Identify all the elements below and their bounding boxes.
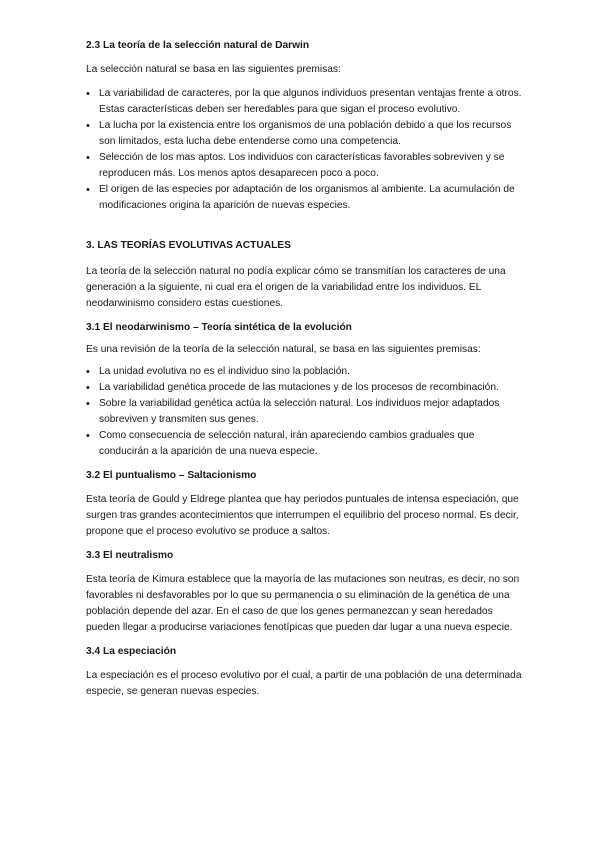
section-2-3-intro: La selección natural se basa en las siguientes premisas: — [86, 64, 341, 75]
list-item: • Como consecuencia de selección natural, irán apareciendo cambios graduales que conducirán a la aparición de una nueva especie. — [86, 428, 526, 460]
section-2-3-heading: 2.3 La teoría de la selección natural de Darwin — [86, 40, 310, 51]
list-item: • La unidad evolutiva no es el individuo sino la población. — [86, 364, 526, 380]
section-3-4-text: La especiación es el proceso evolutivo por el cual, a partir de una población de una determinada especie, se generan nuevas especies. — [86, 670, 522, 697]
document-page — [86, 38, 526, 700]
section-3-2-heading: 3.2 El puntualismo – Saltacionismo — [86, 470, 257, 481]
section-3-heading: 3. LAS TEORÍAS EVOLUTIVAS ACTUALES — [86, 240, 291, 251]
section-2-3-list — [86, 86, 526, 214]
list-item: • La variabilidad de caracteres, por la que algunos individuos presentan ventajas frente a otros. Estas características deben ser heredables para que sigan el proceso evolutivo. — [86, 86, 526, 118]
list-item: • La variabilidad genética procede de las mutaciones y de los procesos de recombinación. — [86, 380, 526, 396]
list-item: • Selección de los mas aptos. Los individuos con características favorables sobreviven y se reproducen más. Los menos aptos desaparecen poco a poco. — [86, 150, 526, 182]
section-3-1-heading: 3.1 El neodarwinismo – Teoría sintética de la evolución — [86, 322, 352, 333]
section-3-4-heading: 3.4 La especiación — [86, 646, 177, 657]
section-3-3-text: Esta teoría de Kimura establece que la mayoría de las mutaciones son neutras, es decir, no son favorables ni desfavorables por lo que su permanencia o su eliminación de la genética de una población depende del azar. En el caso de que los genes permanezcan y sean heredados pueden llegar a producirse variaciones fenotípicas que pueden dar lugar a una nueva especie. — [86, 574, 520, 633]
section-3-3-heading: 3.3 El neutralismo — [86, 550, 174, 561]
section-3-1-list — [86, 364, 526, 460]
list-item: • La lucha por la existencia entre los organismos de una población debido a que los recursos son limitados, esta lucha debe entenderse como una competencia. — [86, 118, 526, 150]
list-item: • El origen de las especies por adaptación de los organismos al ambiente. La acumulación de modificaciones origina la aparición de nuevas especies. — [86, 182, 526, 214]
section-3-1-intro: Es una revisión de la teoría de la selección natural, se basa en las siguientes premisas: — [86, 344, 481, 355]
section-3-text: La teoría de la selección natural no podía explicar cómo se transmitían los caracteres de una generación a la siguiente, ni cual era el origen de la variabilidad entre los individuos. EL neodarwinismo considero estas cuestiones. — [86, 266, 506, 309]
list-item: • Sobre la variabilidad genética actúa la selección natural. Los individuos mejor adaptados sobreviven y transmiten sus genes. — [86, 396, 526, 428]
section-3-2-text: Esta teoría de Gould y Eldrege plantea que hay periodos puntuales de intensa especiación, que surgen tras grandes acontecimientos que interrumpen el equilibrio del proceso normal. Es decir, propone que el proceso evolutivo se produce a saltos. — [86, 494, 519, 537]
